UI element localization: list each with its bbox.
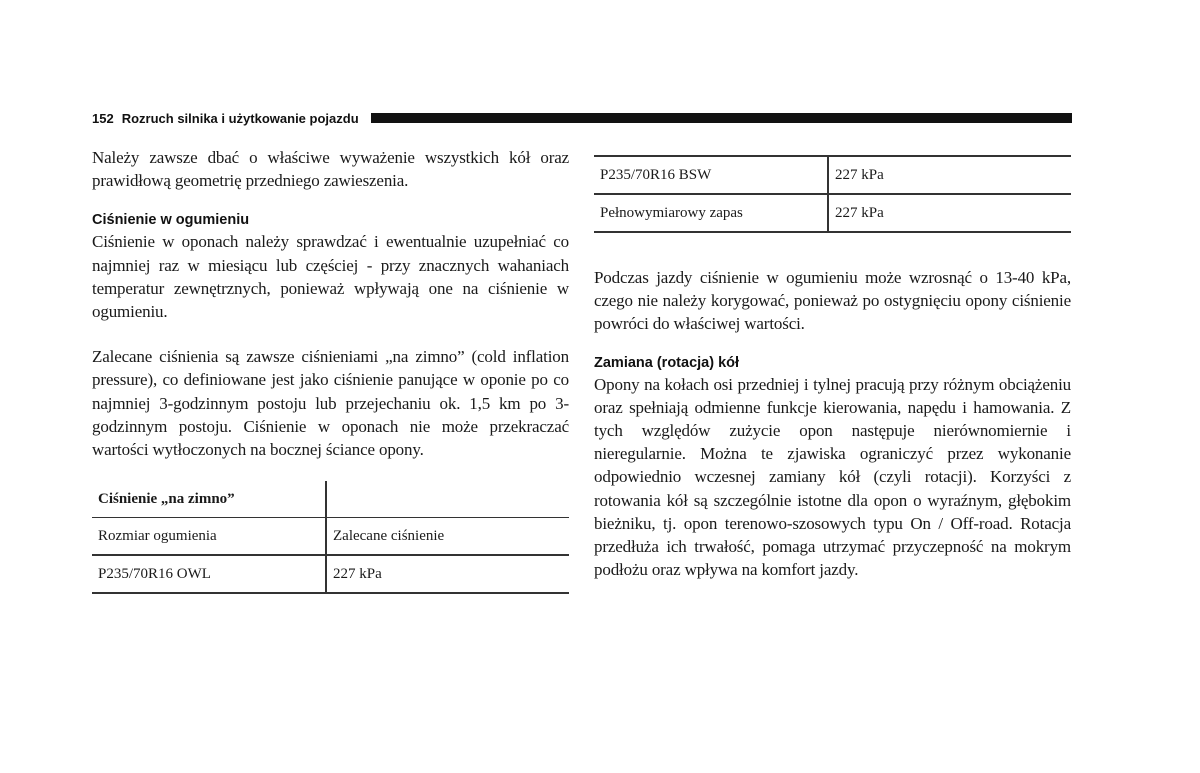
table-cell-size: P235/70R16 BSW <box>594 156 828 194</box>
table-row <box>594 194 1071 232</box>
table-cell-pressure: 227 kPa <box>828 194 1071 232</box>
pressure-table-continued <box>594 155 1071 233</box>
table-cell-size: Pełnowymiarowy zapas <box>594 194 828 232</box>
table-title-row <box>92 481 569 518</box>
header-rule <box>371 113 1072 123</box>
table-cell-pressure: 227 kPa <box>828 156 1071 194</box>
table-row <box>594 156 1071 194</box>
chapter-title: Rozruch silnika i użytkowanie pojazdu <box>121 110 359 126</box>
page-header <box>92 109 1072 127</box>
section-title-tire-pressure: Ciśnienie w ogumieniu <box>92 212 250 229</box>
driving-pressure-paragraph: Podczas jazdy ciśnienie w ogumieniu może wzrosnąć o 13-40 kPa, czego nie należy korygować, ponieważ po ostygnięciu opony ciśnienie powróci do właściwej wartości. <box>594 268 1071 334</box>
tire-rotation-paragraph: Opony na kołach osi przedniej i tylnej pracują przy różnym obciążeniu oraz spełniają odmienne funkcje kierowania, napędu i hamowania. Z tych względów zużycie opon następuje nierównomiernie i nieregularnie. Można te zjawiska ograniczyć przez wykonanie odpowiednio wczesnej zamiany kół (czyli rotacji). Korzyści z rotowania kół są szczególnie istotne dla opon o wyraźnym, głębokim bieżniku, tj. opon terenowo-szosowych typu On / Off-road. Rotacja przedłuża ich trwałość, pomaga utrzymać przyczepność na mokrym podłożu oraz wpływa na komfort jazdy. <box>594 374 1071 580</box>
pressure-table <box>92 481 569 594</box>
page-number: 152 <box>92 110 114 126</box>
table-cell-size: P235/70R16 OWL <box>92 555 326 593</box>
tire-pressure-paragraph: Ciśnienie w oponach należy sprawdzać i ewentualnie uzupełniać co najmniej raz w miesiącu lub częściej - przy znacznych wahaniach temperatur zewnętrznych, ponieważ wpływają one na ciśnienie w ogumieniu. <box>92 232 569 322</box>
table-header-row <box>92 518 569 556</box>
left-column <box>92 146 569 594</box>
column-header-tire-size: Rozmiar ogumienia <box>92 518 326 556</box>
intro-paragraph: Należy zawsze dbać o właściwe wyważenie wszystkich kół oraz prawidłową geometrię przedniego zawieszenia. <box>92 148 569 191</box>
column-header-pressure: Zalecane ciśnienie <box>326 518 569 556</box>
table-title: Ciśnienie „na zimno” <box>92 481 326 518</box>
section-title-tire-rotation: Zamiana (rotacja) kół <box>594 354 740 371</box>
table-row <box>92 555 569 593</box>
table-cell-pressure: 227 kPa <box>326 555 569 593</box>
cold-pressure-paragraph: Zalecane ciśnienia są zawsze ciśnieniami „na zimno” (cold inflation pressure), co definiowane jest jako ciśnienie panujące w oponie po co najmniej 3-godzinnym postoju lub przejechaniu ok. 1,5 km po 3-godzinnym postoju. Ciśnienie w oponach nie może przekraczać wartości wytłoczonych na bocznej ściance opony. <box>92 347 569 460</box>
right-column <box>594 155 1071 581</box>
table-title-empty-cell <box>326 481 569 518</box>
